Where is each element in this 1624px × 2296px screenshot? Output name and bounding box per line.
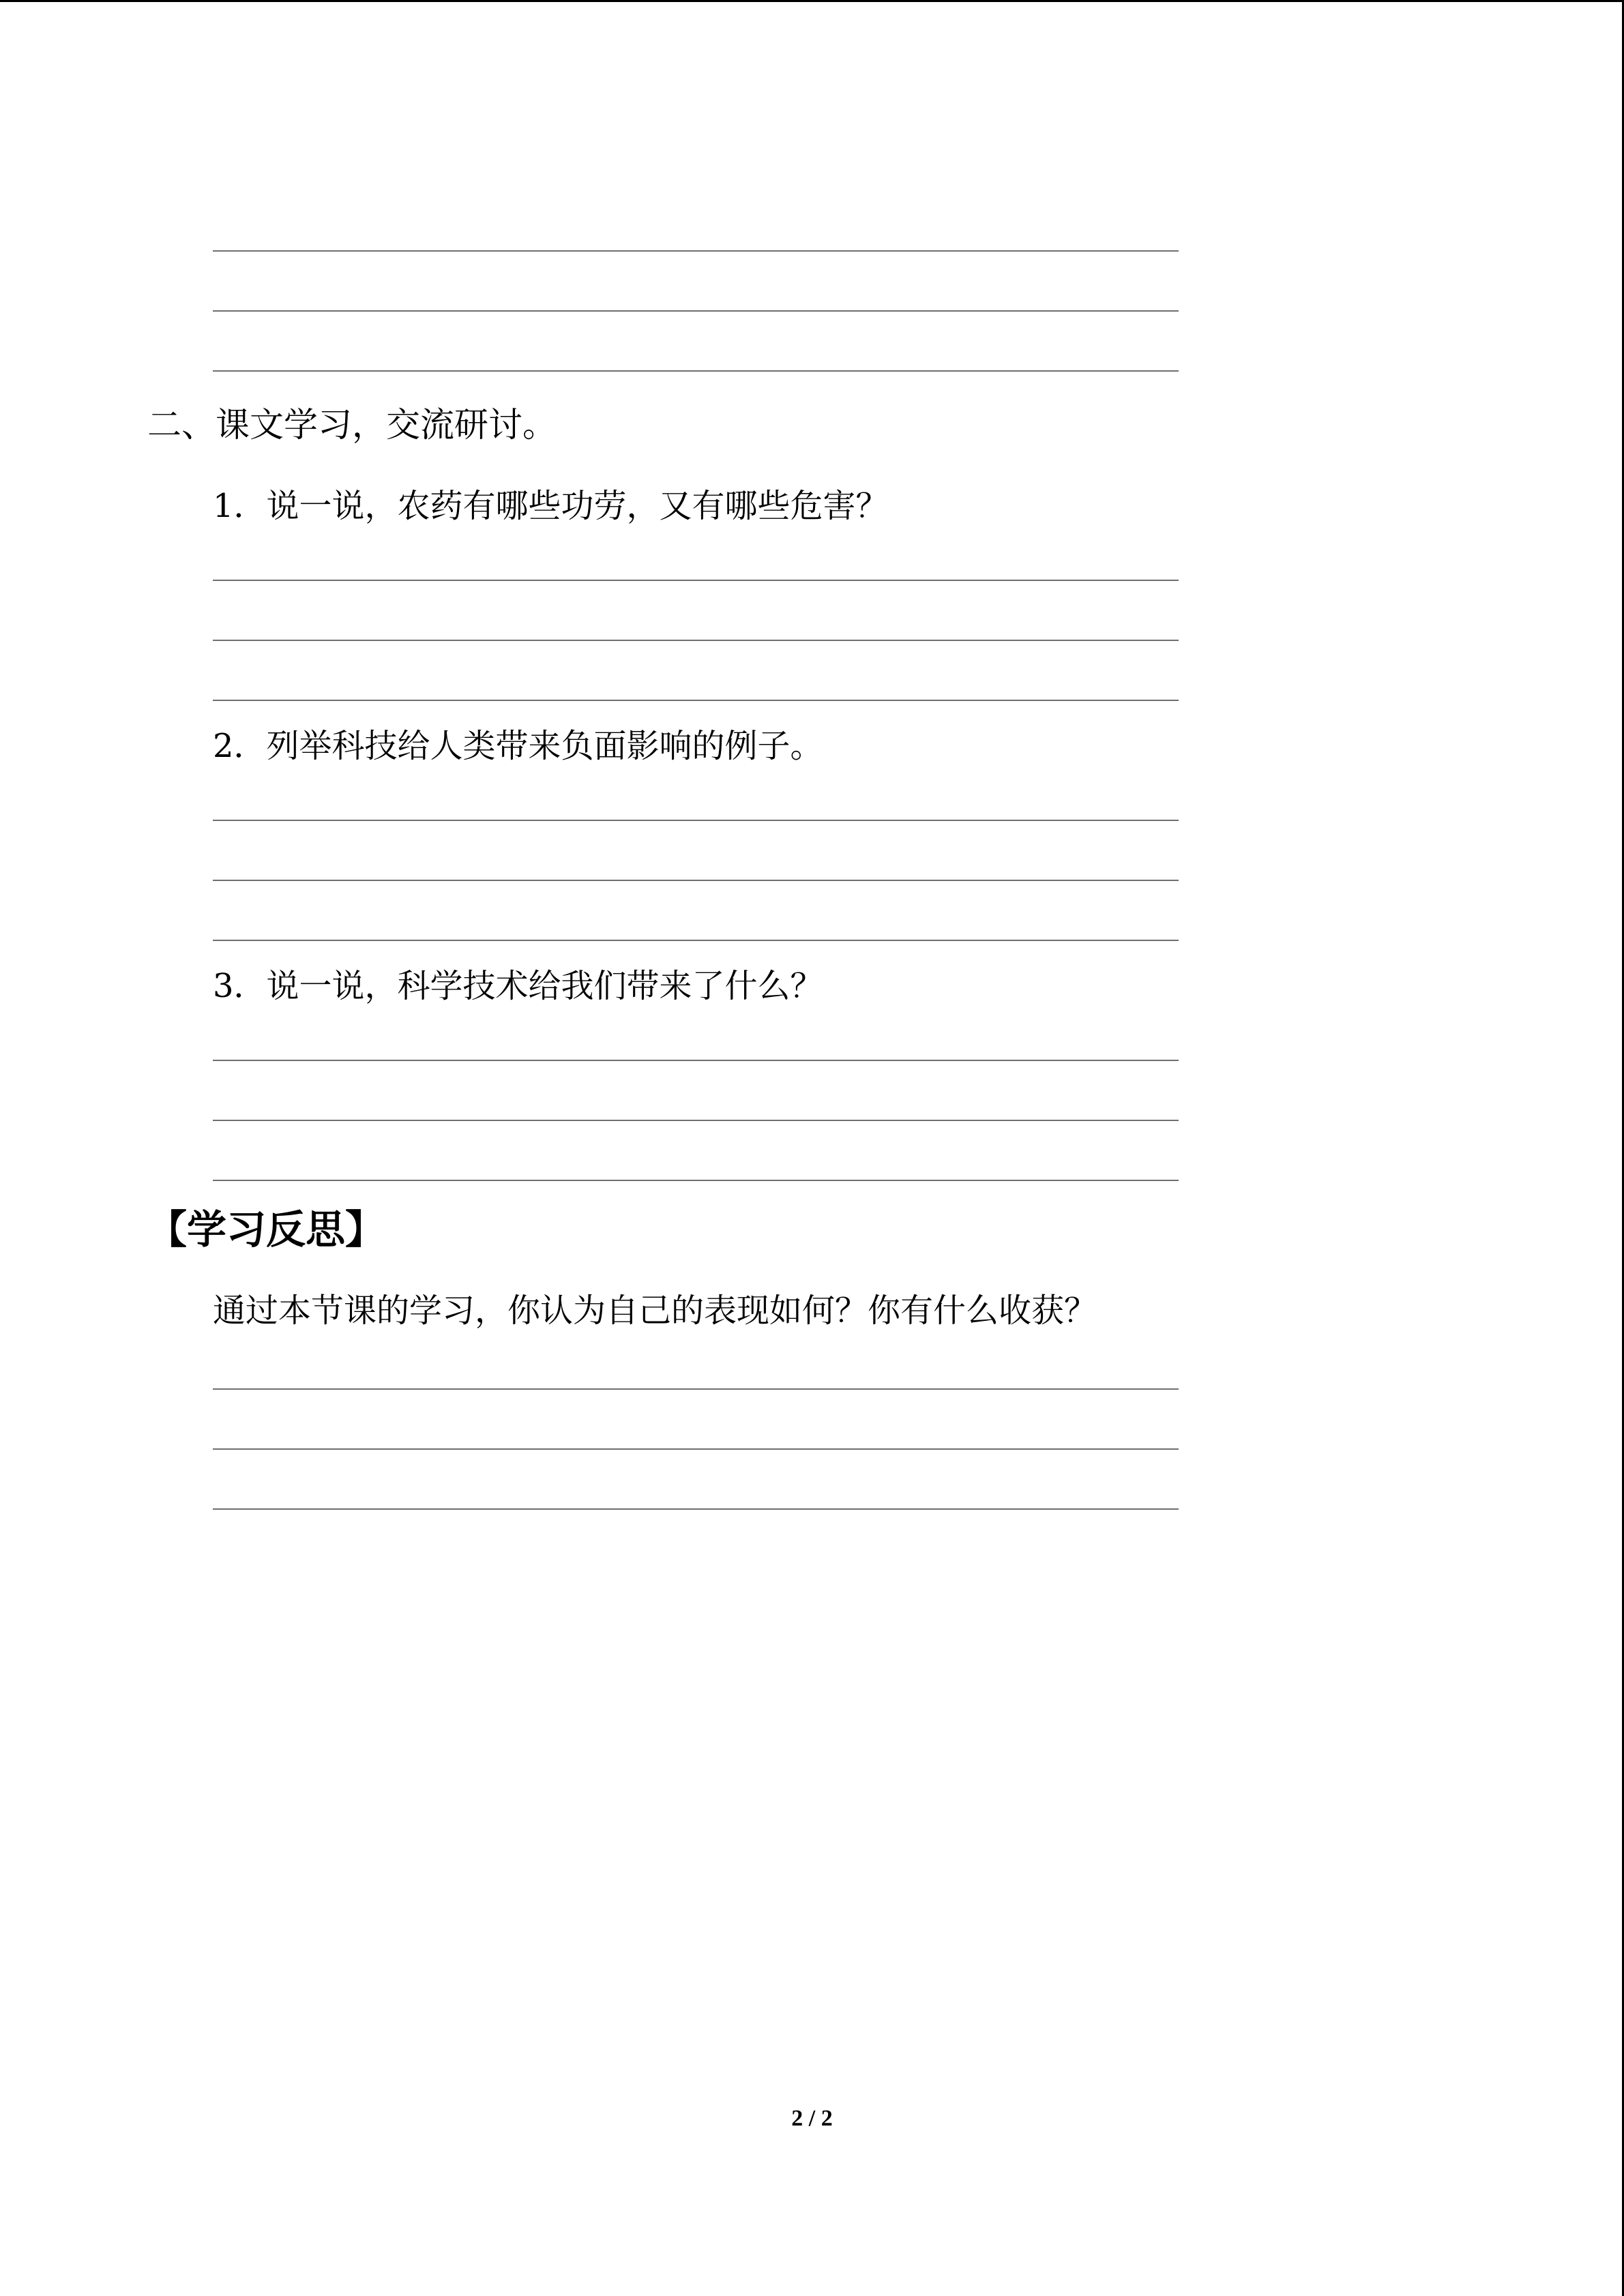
reflection-prompt: 通过本节课的学习，你认为自己的表现如何？你有什么收获？ <box>213 1292 1097 1330</box>
answer-line[interactable] <box>213 1448 1179 1450</box>
answer-line[interactable] <box>213 640 1179 641</box>
question-2: 2．列举科技给人类带来负面影响的例子。 <box>213 727 823 765</box>
page-number: 2 / 2 <box>791 2106 833 2131</box>
answer-line[interactable] <box>213 820 1179 821</box>
answer-line[interactable] <box>213 580 1179 581</box>
answer-line[interactable] <box>213 250 1179 252</box>
reflection-title: 【学习反思】 <box>147 1206 385 1253</box>
answer-line[interactable] <box>213 940 1179 941</box>
answer-line[interactable] <box>213 880 1179 881</box>
answer-line[interactable] <box>213 700 1179 701</box>
answer-line[interactable] <box>213 1508 1179 1510</box>
answer-line[interactable] <box>213 1060 1179 1061</box>
answer-line[interactable] <box>213 1388 1179 1390</box>
page-border-top <box>0 0 1624 2</box>
question-1: 1．说一说，农药有哪些功劳，又有哪些危害？ <box>213 487 889 525</box>
question-3: 3．说一说，科学技术给我们带来了什么？ <box>213 967 823 1005</box>
section-heading: 二、课文学习，交流研讨。 <box>147 405 557 445</box>
answer-line[interactable] <box>213 310 1179 312</box>
answer-line[interactable] <box>213 1120 1179 1121</box>
answer-line[interactable] <box>213 370 1179 372</box>
answer-line[interactable] <box>213 1180 1179 1181</box>
